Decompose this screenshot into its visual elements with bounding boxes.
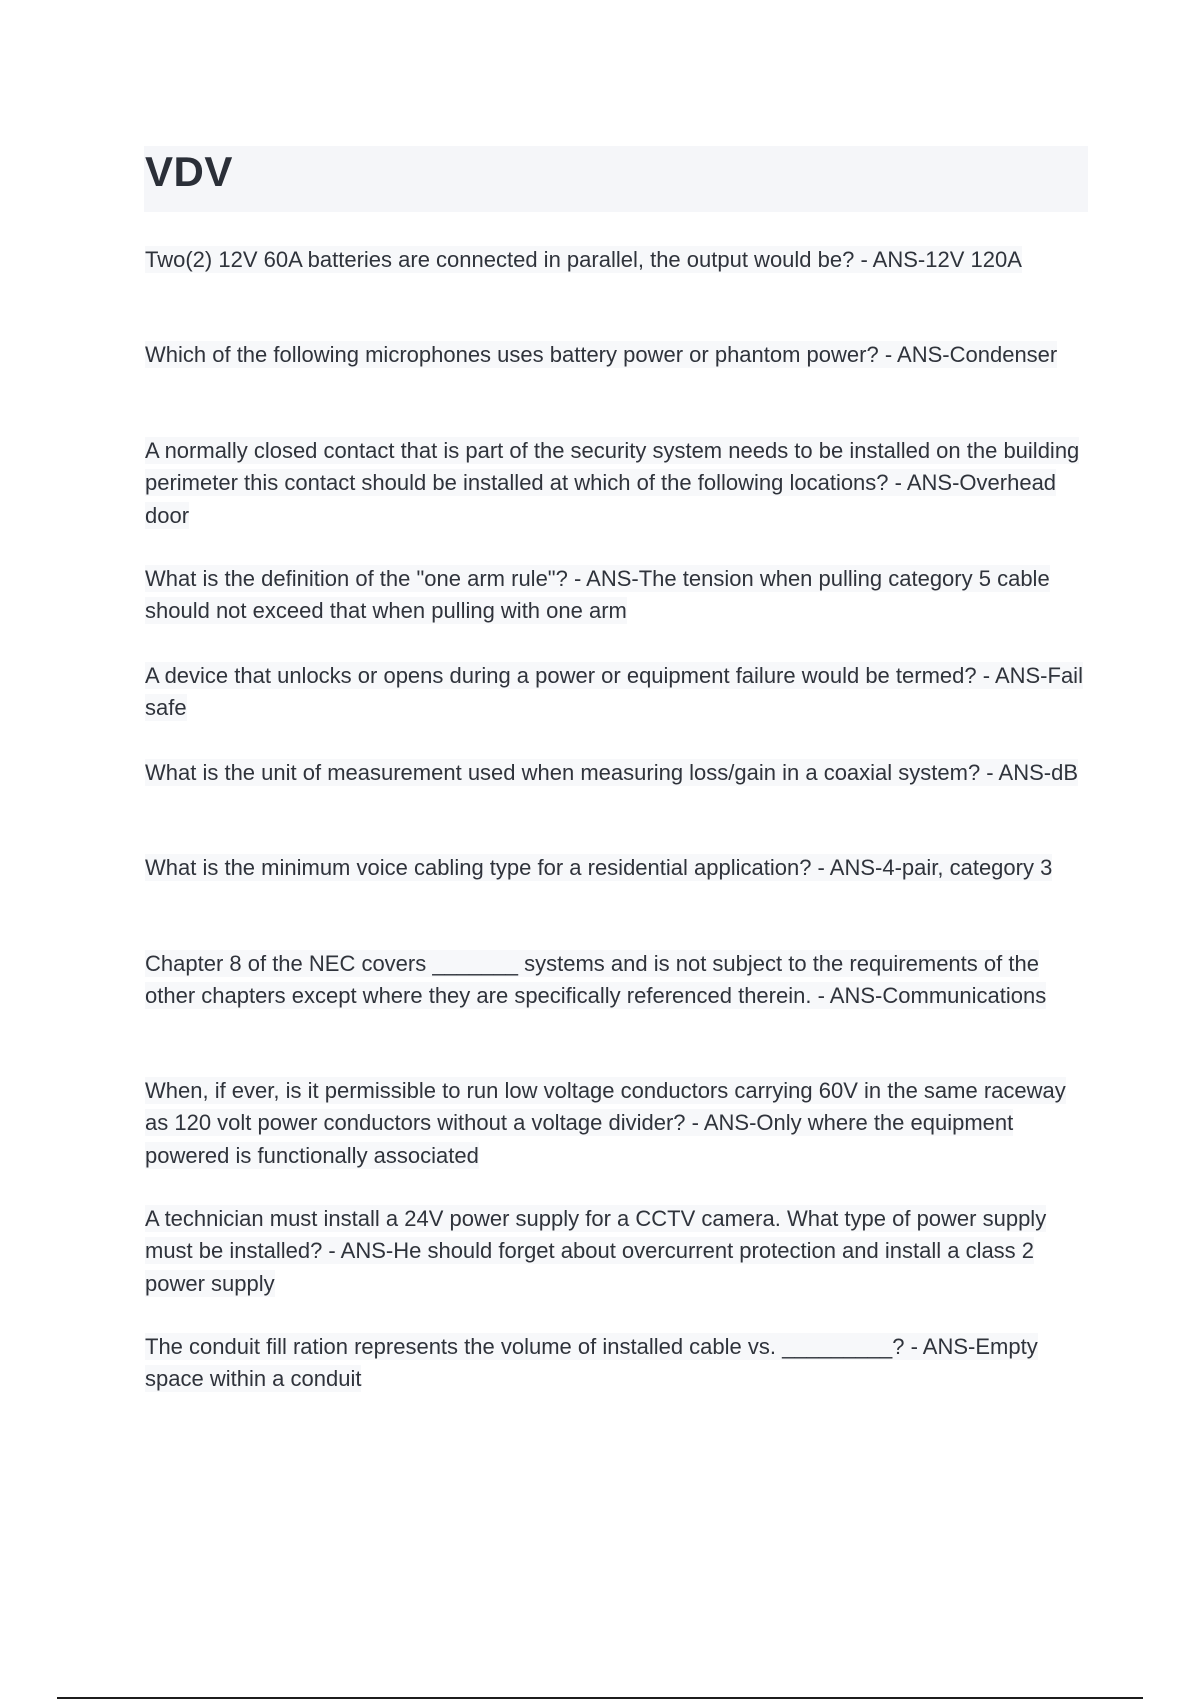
qa-item-8 <box>145 948 1093 1013</box>
qa-item-11 <box>145 1331 1093 1396</box>
qa-item-9 <box>145 1075 1093 1172</box>
qa-item-1 <box>145 244 1093 276</box>
title-band <box>144 146 1088 212</box>
qa-item-10 <box>145 1203 1093 1300</box>
qa-item-text: Which of the following microphones uses battery power or phantom power? - ANS-Condenser <box>145 342 1058 367</box>
qa-item-text: What is the unit of measurement used when measuring loss/gain in a coaxial system? - ANS-dB <box>145 760 1079 785</box>
qa-item-6 <box>145 757 1093 789</box>
qa-item-2 <box>145 339 1093 371</box>
qa-item-3 <box>145 435 1093 532</box>
qa-item-text: When, if ever, is it permissible to run low voltage conductors carrying 60V in the same raceway as 120 volt power conductors without a voltage divider? - ANS-Only where the equipment powered is functionally associated <box>145 1078 1066 1168</box>
qa-item-text: Chapter 8 of the NEC covers _______ systems and is not subject to the requirements of the other chapters except where they are specifically referenced therein. - ANS-Communications <box>145 951 1047 1009</box>
qa-item-text: The conduit fill ration represents the volume of installed cable vs. _________? - ANS-Empty space within a conduit <box>145 1334 1038 1392</box>
qa-item-text: What is the definition of the "one arm rule"? - ANS-The tension when pulling category 5 cable should not exceed that when pulling with one arm <box>145 566 1050 624</box>
qa-item-text: Two(2) 12V 60A batteries are connected in parallel, the output would be? - ANS-12V 120A <box>145 247 1022 272</box>
qa-item-text: A normally closed contact that is part of the security system needs to be installed on the building perimeter this contact should be installed at which of the following locations? - ANS-Overhead door <box>145 438 1080 528</box>
document-title: VDV <box>145 148 233 195</box>
qa-item-text: A device that unlocks or opens during a power or equipment failure would be termed? - ANS-Fail safe <box>145 663 1083 721</box>
qa-item-4 <box>145 563 1093 628</box>
qa-item-7 <box>145 852 1093 884</box>
page-bottom-rule <box>57 1697 1143 1699</box>
qa-item-5 <box>145 660 1093 725</box>
qa-item-text: What is the minimum voice cabling type for a residential application? - ANS-4-pair, category 3 <box>145 855 1053 880</box>
qa-item-text: A technician must install a 24V power supply for a CCTV camera. What type of power supply must be installed? - ANS-He should forget about overcurrent protection and install a class 2 power supply <box>145 1206 1047 1296</box>
